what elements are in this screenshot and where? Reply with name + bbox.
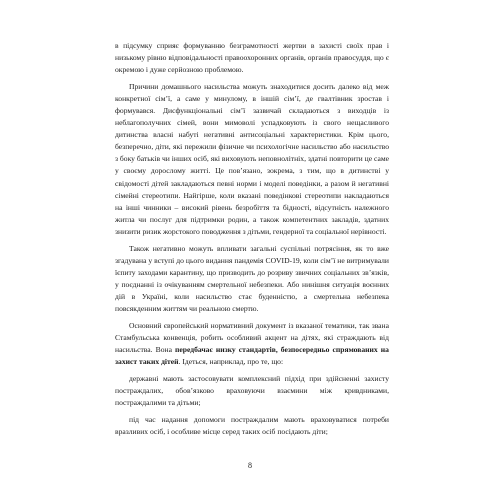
paragraph-4-text-end: . Ідеться, наприклад, про те, що: <box>178 357 284 367</box>
paragraph-1-text: в підсумку сприяє формуванню безграмотності жертви в захисті своїх прав і низькому рівню відповідальності правоохоронних органів, органів правосуддя, що є окремою і дуже серйозною проблемою. <box>115 41 389 75</box>
text-column <box>115 40 389 438</box>
paragraph-4-text-start: Основний європейський нормативний документ із вказаної тематики, так звана Стамбульська конвенція, робить особливий акцент на дітях, які страждають від насильства. Вона <box>115 321 389 355</box>
paragraph-2 <box>115 81 389 238</box>
page-number: 8 <box>248 461 252 470</box>
paragraph-3 <box>115 243 389 315</box>
paragraph-4 <box>115 320 389 368</box>
paragraph-3-text: Також негативно можуть впливати загальні суспільні потрясіння, як то вже згадувана у вступі до цього видання пандемія COVID-19, коли сім’ї не витримували їєпиту заходами карантину, що призводить до розриву звичних соціальних зв’язків, у поєднанні із очікуванням смертельної небезпеки. Або нинішня ситуація воєнних дій в Україні, коли насильство стає буденністю, а смертельна небезпека повсякденним життям чи реальною смертю. <box>115 243 389 313</box>
paragraph-4-bold-text: передбачає низку стандартів, безпосередньо спрямованих на захист таких дітей <box>115 345 389 367</box>
paragraph-5 <box>115 373 389 409</box>
paragraph-6 <box>115 414 389 438</box>
paragraph-5-text: державні мають застосовувати комплексний підхід при здійсненні захисту постраждалих, обов’язково враховуючи взаємини між кривдниками, постраждалими та дітьми; <box>115 374 389 408</box>
paragraph-6-text: під час надання допомоги постраждалим мають враховуватися потреби вразливих осіб, і особливе місце серед таких осіб посідають діти; <box>115 415 389 437</box>
paragraph-1 <box>115 40 389 76</box>
paragraph-2-text: Причини домашнього насильства можуть знаходитися досить далеко від меж конкретної сім’ї, а саме у минулому, в іншій сім’ї, де гвалтівник зростав і формувався. Дисфункціональні сім’ї зазвичай складаються з виходців із неблагополучних сімей, вони мимоволі успадковують із свого нещасливого дитинства власні набуті негативні антисоціальні характеристики. Крім цього, безперечно, діти, які пережили фізичне чи психологічне насильство або насильство з боку батьків чи інших осіб, які виховують неповнолітніх, здатні повторити це саме у своєму дорослому житті. Це пов’язано, зокрема, з тим, що в дитинстві у свідомості дітей закладаються певні норми і моделі поведінки, а разом й негативні сімейні стереотипи. Найгірше, коли вказані поведінкові стереотипи накладаються на інші чинники – високий рівень безробіття та бідності, відсутність належного житла чи послуг для підтримки родин, а також компетентних закладів, здатних знизити ризик жорстокого поводження з дітьми, гендерної та соціальної нерівності. <box>115 82 389 236</box>
